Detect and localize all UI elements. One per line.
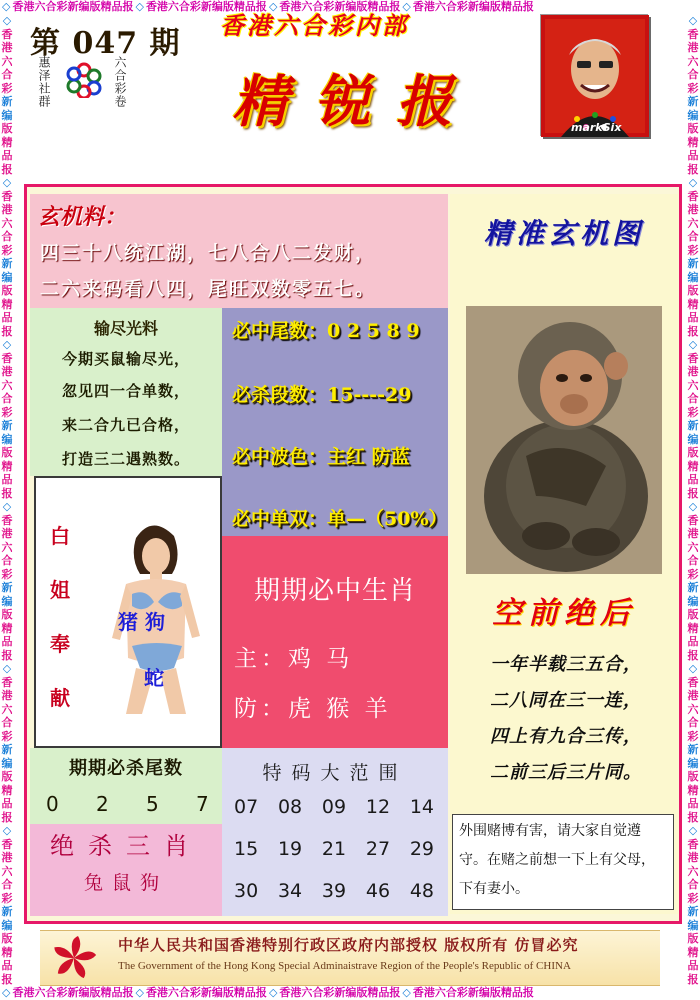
slogan-char: 合 — [687, 68, 699, 81]
slogan-char: 港 — [1, 41, 13, 54]
lady-char-3: 奉 — [50, 632, 70, 656]
loss-line-2: 忽见四一合单数， — [61, 382, 190, 400]
slogan-char: 编 — [687, 594, 699, 608]
slogan-char: 版 — [1, 608, 13, 621]
loss-line-1: 今期买鼠输尽光， — [61, 350, 190, 368]
slogan-char: 六 — [687, 378, 699, 392]
slogan-char: 新 — [1, 905, 13, 918]
range-cell: 08 — [277, 796, 303, 818]
diamond-separator: ◇ — [268, 986, 278, 999]
slogan-char: 报 — [1, 810, 13, 824]
slogan-char: 版 — [1, 932, 13, 945]
slogan-char: 新 — [687, 581, 699, 594]
verse-line-1: 一年半载三五合， — [490, 654, 642, 675]
portrait-image — [541, 15, 649, 137]
slogan-char: 六 — [1, 702, 13, 716]
diamond-separator: ◇ — [688, 338, 698, 351]
slogan-char: 合 — [1, 716, 13, 729]
range-row — [234, 796, 434, 818]
slogan-char: 版 — [1, 770, 13, 783]
diamond-separator: ◇ — [402, 986, 411, 999]
verse-line-4: 二前三后三片同。 — [490, 762, 642, 783]
slogan-char: 六 — [1, 216, 13, 230]
slogan-char: 新 — [1, 581, 13, 594]
slogan-char: 精 — [1, 621, 13, 635]
slogan-char: 新 — [1, 419, 13, 432]
pick-tail-label: 必中尾数： — [232, 320, 328, 342]
diamond-separator: ◇ — [2, 500, 12, 513]
slogan-char: 报 — [687, 810, 699, 824]
slogan-char: 版 — [1, 284, 13, 297]
right-subtitle: 空前绝后 — [492, 596, 636, 631]
slogan-char: 报 — [687, 972, 699, 986]
slogan-char: 香 — [1, 675, 13, 689]
slogan-char: 合 — [1, 68, 13, 81]
left-slogan-strip — [0, 14, 14, 986]
slogan-char: 品 — [1, 473, 13, 486]
range-cell: 19 — [277, 838, 303, 860]
range-cell: 09 — [321, 796, 347, 818]
three-kill-title: 绝杀三肖 — [50, 832, 202, 860]
slogan-char: 品 — [1, 149, 13, 162]
diamond-separator: ◇ — [688, 824, 698, 837]
range-cell: 27 — [365, 838, 391, 860]
slogan-char: 编 — [1, 594, 13, 608]
pick-tail — [232, 316, 420, 343]
slogan-char: 新 — [1, 95, 13, 108]
diamond-separator: ◇ — [2, 986, 11, 999]
lottery-logo — [30, 46, 130, 116]
slogan-char: 编 — [1, 918, 13, 932]
gambling-warning: 外围赌博有害，请大家自觉遵守。在赌之前想一下上有父母，下有妻小。 — [452, 814, 674, 910]
slogan-char: 香 — [1, 189, 13, 203]
slogan-char: 编 — [687, 432, 699, 446]
diamond-separator: ◇ — [688, 14, 698, 27]
slogan-char: 报 — [1, 972, 13, 986]
slogan-char: 香 — [687, 675, 699, 689]
slogan-char: 香 — [1, 837, 13, 851]
slogan-char: 版 — [1, 122, 13, 135]
slogan-text: 香港六合彩新编版精品报 — [412, 986, 534, 999]
riddle-line-2: 二六来码看八四，尾旺双数零五七。 — [40, 278, 377, 300]
slogan-char: 港 — [687, 851, 699, 864]
slogan-char: 香 — [687, 513, 699, 527]
three-kill-animals: 兔鼠狗 — [83, 872, 168, 894]
portrait-brand: markSix — [571, 121, 622, 134]
diamond-separator: ◇ — [2, 662, 12, 675]
slogan-char: 彩 — [1, 405, 13, 419]
slogan-char: 彩 — [1, 81, 13, 95]
bottom-slogan-strip — [0, 986, 700, 1000]
slogan-char: 港 — [1, 851, 13, 864]
slogan-char: 六 — [687, 54, 699, 68]
slogan-char: 港 — [687, 365, 699, 378]
slogan-char: 版 — [687, 446, 699, 459]
slogan-char: 版 — [1, 446, 13, 459]
right-title: 精准玄机图 — [483, 217, 644, 250]
range-cell: 15 — [234, 838, 259, 860]
pick-odd-even-value: 单—（50%） — [327, 508, 448, 530]
slogan-char: 港 — [687, 527, 699, 540]
pick-color-value: 主红 防蓝 — [327, 446, 410, 468]
lady-animals-a: 猪 狗 — [118, 610, 165, 634]
diamond-separator: ◇ — [688, 662, 698, 675]
range-cell: 48 — [409, 880, 434, 902]
slogan-char: 品 — [687, 635, 699, 648]
slogan-text: 香港六合彩新编版精品报 — [12, 0, 134, 13]
range-cell: 30 — [234, 880, 259, 902]
slogan-char: 港 — [1, 689, 13, 702]
slogan-char: 港 — [687, 41, 699, 54]
diamond-separator: ◇ — [688, 176, 698, 189]
lady-char-4: 献 — [50, 686, 70, 710]
range-cell: 07 — [234, 796, 259, 818]
slogan-char: 编 — [1, 108, 13, 122]
diamond-separator: ◇ — [2, 0, 11, 13]
slogan-char: 港 — [1, 203, 13, 216]
slogan-text: 香港六合彩新编版精品报 — [145, 0, 267, 13]
slogan-char: 彩 — [687, 405, 699, 419]
range-cell: 34 — [277, 880, 303, 902]
slogan-char: 报 — [687, 648, 699, 662]
kill-tail-number: 5 — [146, 792, 159, 816]
slogan-char: 编 — [1, 756, 13, 770]
slogan-char: 精 — [1, 945, 13, 959]
slogan-char: 香 — [687, 351, 699, 365]
slogan-char: 彩 — [687, 891, 699, 905]
slogan-char: 香 — [1, 513, 13, 527]
diamond-separator: ◇ — [135, 986, 144, 999]
slogan-char: 合 — [687, 878, 699, 891]
footer-chinese: 中华人民共和国香港特别行政区政府内部授权 版权所有 仿冒必究 — [118, 936, 579, 954]
slogan-char: 品 — [687, 311, 699, 324]
slogan-text: 香港六合彩新编版精品报 — [145, 986, 267, 999]
slogan-char: 彩 — [687, 243, 699, 257]
diamond-separator: ◇ — [2, 176, 12, 189]
pick-tail-value: 0 2 5 8 9 — [327, 320, 420, 342]
slogan-char: 报 — [687, 486, 699, 500]
slogan-char: 版 — [687, 122, 699, 135]
zodiac-main: 主：鸡 马 — [234, 646, 354, 672]
subtitle: 香港六合彩内部 — [220, 11, 409, 40]
slogan-char: 新 — [1, 743, 13, 756]
slogan-char: 精 — [687, 945, 699, 959]
slogan-char: 香 — [687, 27, 699, 41]
pick-color — [232, 442, 410, 469]
slogan-char: 合 — [687, 230, 699, 243]
slogan-char: 精 — [687, 135, 699, 149]
range-cell: 39 — [321, 880, 347, 902]
right-slogan-strip — [686, 14, 700, 986]
range-title: 特码大范围 — [262, 762, 408, 784]
slogan-char: 彩 — [1, 729, 13, 743]
diamond-separator: ◇ — [688, 500, 698, 513]
slogan-text: 香港六合彩新编版精品报 — [279, 986, 401, 999]
slogan-char: 精 — [687, 621, 699, 635]
range-row — [234, 880, 434, 902]
riddle-heading: 玄机料： — [38, 204, 127, 230]
issue-number: 第 047 期 — [30, 26, 181, 61]
slogan-char: 合 — [1, 878, 13, 891]
pick-kill-range-value: 15----29 — [327, 384, 412, 406]
slogan-char: 六 — [1, 54, 13, 68]
diamond-separator: ◇ — [2, 14, 12, 27]
pick-color-label: 必中波色： — [232, 446, 328, 468]
slogan-char: 精 — [1, 297, 13, 311]
slogan-char: 香 — [687, 837, 699, 851]
slogan-char: 合 — [1, 230, 13, 243]
footer-english: The Government of the Hong Kong Special Adminaistrave Region of the People's Republic of CHINA — [118, 960, 571, 972]
loss-line-3: 来二合九已合格， — [61, 416, 190, 434]
slogan-char: 品 — [1, 797, 13, 810]
kill-tail-title: 期期必杀尾数 — [69, 758, 183, 779]
slogan-char: 六 — [687, 540, 699, 554]
slogan-char: 彩 — [1, 567, 13, 581]
slogan-char: 新 — [1, 257, 13, 270]
slogan-char: 精 — [687, 783, 699, 797]
range-cell: 29 — [409, 838, 434, 860]
slogan-char: 彩 — [687, 81, 699, 95]
monkey-photo — [466, 306, 662, 574]
slogan-char: 六 — [1, 864, 13, 878]
portrait-photo — [540, 14, 648, 136]
slogan-char: 编 — [687, 270, 699, 284]
slogan-char: 报 — [687, 324, 699, 338]
kill-tail-number: 7 — [196, 792, 209, 816]
slogan-char: 六 — [687, 702, 699, 716]
slogan-char: 六 — [687, 864, 699, 878]
slogan-char: 编 — [1, 432, 13, 446]
lady-animals-b: 蛇 — [144, 666, 164, 690]
slogan-char: 精 — [1, 135, 13, 149]
diamond-separator: ◇ — [402, 0, 411, 13]
slogan-text: 香港六合彩新编版精品报 — [412, 0, 534, 13]
loss-title: 输尽光料 — [93, 319, 158, 338]
slogan-char: 报 — [1, 648, 13, 662]
logo-text-right: 六合彩卷 — [113, 56, 127, 108]
slogan-char: 新 — [687, 257, 699, 270]
slogan-char: 港 — [1, 365, 13, 378]
slogan-char: 六 — [1, 540, 13, 554]
range-cell: 12 — [365, 796, 391, 818]
slogan-char: 香 — [1, 27, 13, 41]
slogan-char: 品 — [687, 959, 699, 972]
range-cell: 46 — [365, 880, 391, 902]
slogan-char: 香 — [687, 189, 699, 203]
verse-line-2: 二八同在三一连， — [490, 690, 642, 711]
zodiac-title: 期期必中生肖 — [253, 576, 416, 606]
slogan-char: 品 — [1, 311, 13, 324]
slogan-char: 港 — [1, 527, 13, 540]
slogan-char: 报 — [1, 162, 13, 176]
slogan-char: 编 — [687, 918, 699, 932]
diamond-separator: ◇ — [268, 0, 278, 13]
slogan-char: 彩 — [687, 567, 699, 581]
slogan-char: 新 — [687, 743, 699, 756]
slogan-char: 合 — [1, 392, 13, 405]
slogan-char: 版 — [687, 770, 699, 783]
kill-tail-number: 2 — [96, 792, 109, 816]
slogan-char: 六 — [1, 378, 13, 392]
slogan-char: 彩 — [1, 243, 13, 257]
lady-char-1: 白 — [50, 524, 70, 548]
slogan-char: 精 — [1, 459, 13, 473]
slogan-char: 合 — [687, 716, 699, 729]
lady-char-2: 姐 — [50, 578, 70, 602]
slogan-char: 香 — [1, 351, 13, 365]
slogan-char: 合 — [687, 392, 699, 405]
slogan-char: 报 — [687, 162, 699, 176]
logo-text-left: 惠泽社群 — [37, 56, 51, 108]
slogan-char: 精 — [687, 297, 699, 311]
verse-line-3: 四上有九合三传， — [490, 726, 642, 747]
slogan-char: 新 — [687, 905, 699, 918]
slogan-char: 品 — [687, 149, 699, 162]
pick-odd-even — [232, 504, 448, 531]
riddle-line-1: 四三十八统江湖，七八合八二发财， — [40, 242, 377, 264]
slogan-char: 编 — [1, 270, 13, 284]
slogan-char: 六 — [687, 216, 699, 230]
pick-odd-even-label: 必中单双： — [232, 508, 328, 530]
kill-tail-number: 0 — [46, 792, 59, 816]
slogan-char: 新 — [687, 95, 699, 108]
pick-kill-range-label: 必杀段数： — [232, 384, 328, 406]
slogan-char: 编 — [687, 756, 699, 770]
diamond-separator: ◇ — [135, 0, 144, 13]
slogan-char: 版 — [687, 932, 699, 945]
slogan-char: 报 — [1, 324, 13, 338]
page-title: 精锐报 — [232, 69, 478, 135]
loss-line-4: 打造三二遇熟数。 — [61, 450, 190, 468]
slogan-char: 彩 — [687, 729, 699, 743]
slogan-char: 版 — [687, 284, 699, 297]
slogan-char: 精 — [1, 783, 13, 797]
slogan-char: 新 — [687, 419, 699, 432]
slogan-char: 合 — [1, 554, 13, 567]
pick-kill-range — [232, 380, 411, 407]
slogan-char: 报 — [1, 486, 13, 500]
slogan-char: 品 — [1, 635, 13, 648]
slogan-char: 港 — [687, 689, 699, 702]
slogan-char: 品 — [687, 797, 699, 810]
slogan-char: 合 — [687, 554, 699, 567]
slogan-char: 品 — [687, 473, 699, 486]
diamond-separator: ◇ — [2, 824, 12, 837]
slogan-char: 版 — [687, 608, 699, 621]
slogan-char: 彩 — [1, 891, 13, 905]
range-row — [234, 838, 434, 860]
range-cell: 14 — [409, 796, 434, 818]
bauhinia-emblem-icon — [48, 932, 100, 984]
slogan-char: 港 — [687, 203, 699, 216]
slogan-char: 品 — [1, 959, 13, 972]
range-cell: 21 — [321, 838, 347, 860]
slogan-char: 编 — [687, 108, 699, 122]
six-balls-icon — [66, 62, 102, 98]
slogan-text: 香港六合彩新编版精品报 — [279, 0, 401, 13]
slogan-text: 香港六合彩新编版精品报 — [12, 986, 134, 999]
zodiac-guard: 防：虎 猴 羊 — [234, 696, 392, 722]
slogan-char: 精 — [687, 459, 699, 473]
diamond-separator: ◇ — [2, 338, 12, 351]
